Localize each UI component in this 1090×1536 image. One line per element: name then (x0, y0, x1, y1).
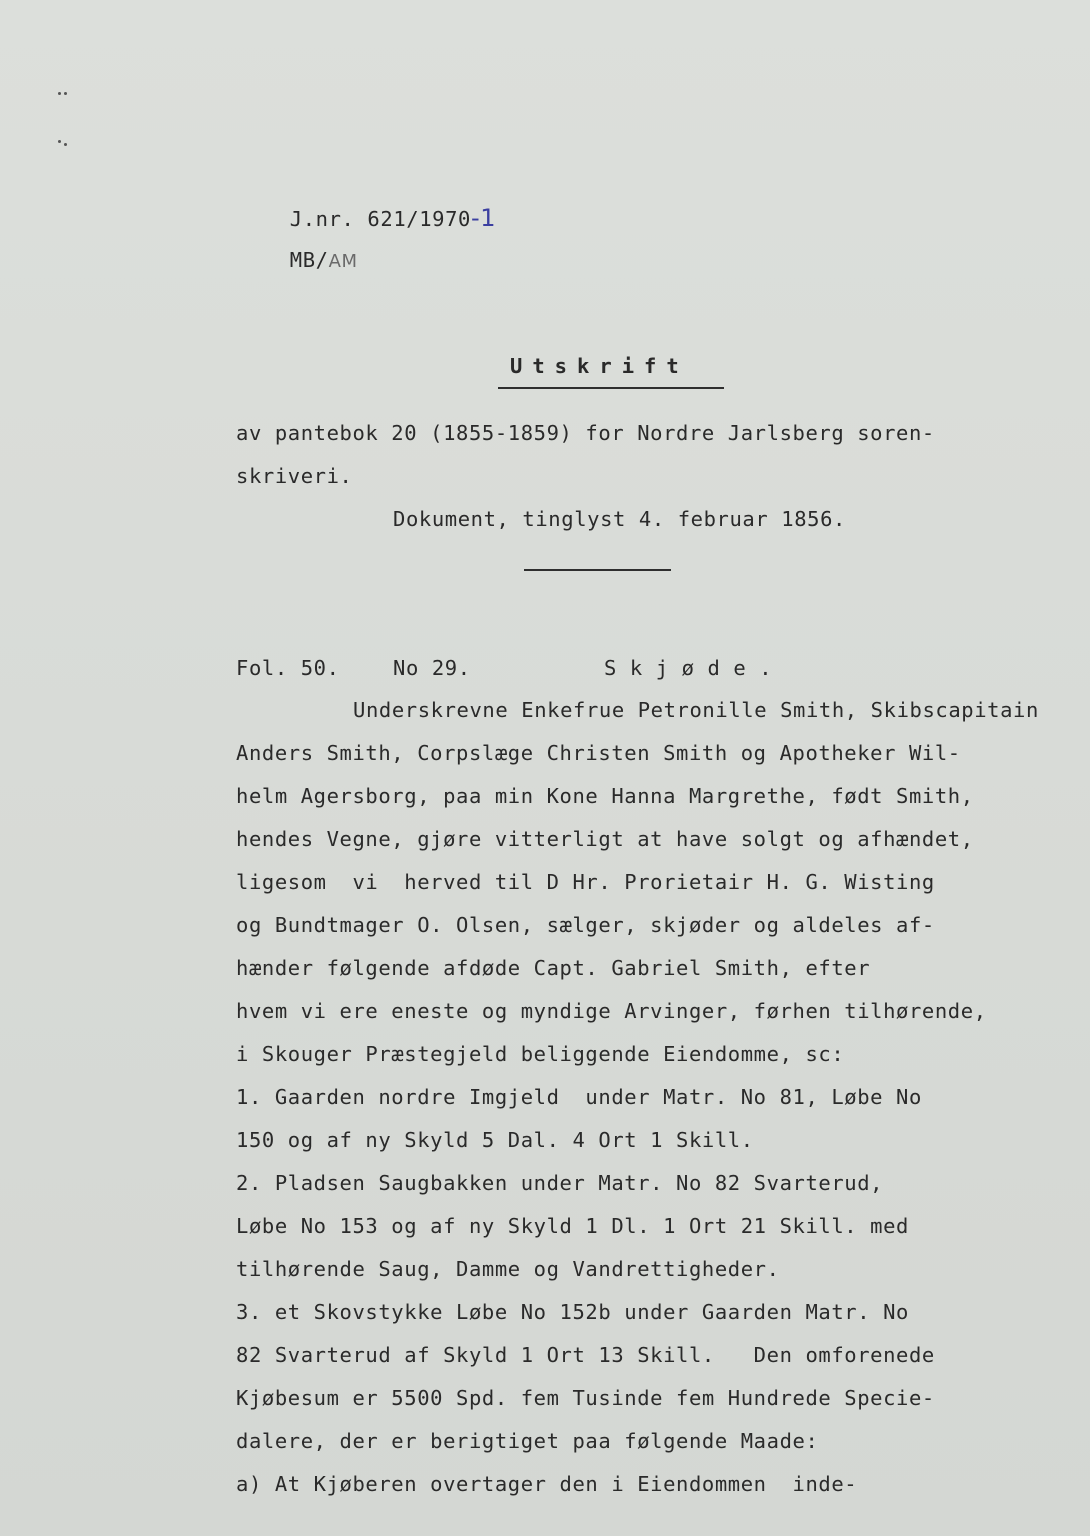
body-line: a) At Kjøberen overtager den i Eiendommen inde- (236, 1472, 858, 1496)
intro-line: skriveri. (236, 464, 353, 488)
margin-mark (64, 92, 67, 95)
folio-reference: Fol. 50. (236, 656, 340, 680)
initials: MB/AM (289, 247, 358, 272)
journal-number-handwritten: -1 (470, 203, 497, 232)
body-line: hænder følgende afdøde Capt. Gabriel Smith, efter (236, 956, 871, 980)
body-line: Anders Smith, Corpslæge Christen Smith og Apotheker Wil- (236, 741, 961, 765)
body-line: dalere, der er berigtiget paa følgende Maade: (236, 1429, 819, 1453)
body-line: 150 og af ny Skyld 5 Dal. 4 Ort 1 Skill. (236, 1128, 754, 1152)
document-title: Utskrift (510, 354, 689, 378)
journal-number: J.nr. 621/1970-1 (289, 203, 497, 232)
body-line: hvem vi ere eneste og myndige Arvinger, førhen tilhørende, (236, 999, 987, 1023)
entry-heading: S k j ø d e . (604, 656, 773, 680)
entry-number: No 29. (393, 656, 471, 680)
margin-mark (64, 143, 67, 146)
body-line: og Bundtmager O. Olsen, sælger, skjøder og aldeles af- (236, 913, 935, 937)
title-underline (498, 387, 724, 389)
section-divider (524, 569, 671, 571)
intro-line: av pantebok 20 (1855-1859) for Nordre Jarlsberg soren- (236, 421, 935, 445)
margin-mark (58, 92, 61, 95)
body-line: helm Agersborg, paa min Kone Hanna Margrethe, født Smith, (236, 784, 974, 808)
margin-mark (58, 140, 61, 143)
registration-date: Dokument, tinglyst 4. februar 1856. (393, 507, 846, 531)
body-line: 3. et Skovstykke Løbe No 152b under Gaarden Matr. No (236, 1300, 909, 1324)
body-line: hendes Vegne, gjøre vitterligt at have solgt og afhændet, (236, 827, 974, 851)
initials-handwritten: AM (328, 250, 358, 272)
body-line: 1. Gaarden nordre Imgjeld under Matr. No 81, Løbe No (236, 1085, 922, 1109)
body-line: 82 Svarterud af Skyld 1 Ort 13 Skill. Den omforenede (236, 1343, 935, 1367)
body-line: Underskrevne Enkefrue Petronille Smith, Skibscapitain (353, 698, 1039, 722)
body-line: 2. Pladsen Saugbakken under Matr. No 82 Svarterud, (236, 1171, 884, 1195)
body-line: tilhørende Saug, Damme og Vandrettigheder. (236, 1257, 780, 1281)
body-line: i Skouger Præstegjeld beliggende Eiendomme, sc: (236, 1042, 845, 1066)
body-line: Løbe No 153 og af ny Skyld 1 Dl. 1 Ort 21 Skill. med (236, 1214, 909, 1238)
body-line: Kjøbesum er 5500 Spd. fem Tusinde fem Hundrede Specie- (236, 1386, 935, 1410)
body-line: ligesom vi herved til D Hr. Prorietair H. G. Wisting (236, 870, 935, 894)
